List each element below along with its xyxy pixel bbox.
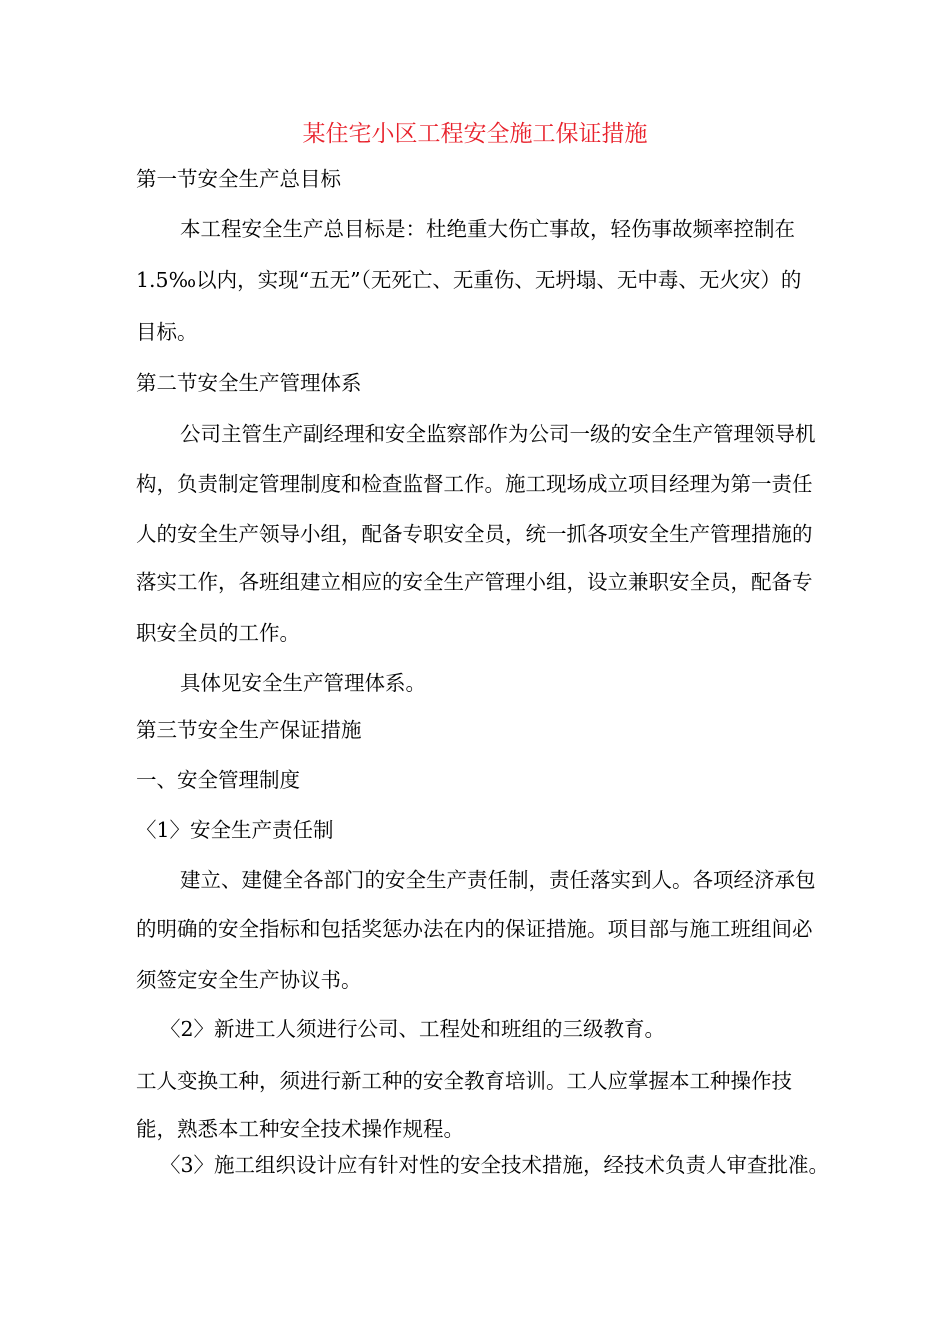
paragraph-line: 须签定安全生产协议书。	[136, 968, 362, 992]
item-heading-2: 〈2〉新进工人须进行公司、工程处和班组的三级教育。	[160, 1017, 666, 1041]
section-heading-1: 第一节安全生产总目标	[136, 167, 341, 191]
paragraph-line: 落实工作，各班组建立相应的安全生产管理小组，设立兼职安全员，配备专	[136, 570, 813, 594]
paragraph-line: 公司主管生产副经理和安全监察部作为公司一级的安全生产管理领导机	[180, 422, 816, 446]
paragraph-line: 工人变换工种，须进行新工种的安全教育培训。工人应掌握本工种操作技	[136, 1069, 792, 1093]
paragraph-line: 本工程安全生产总目标是：杜绝重大伤亡事故，轻伤事故频率控制在	[180, 217, 795, 241]
paragraph-line: 的明确的安全指标和包括奖惩办法在内的保证措施。项目部与施工班组间必	[136, 917, 813, 941]
paragraph-line: 能，熟悉本工种安全技术操作规程。	[136, 1117, 464, 1141]
section-heading-2: 第二节安全生产管理体系	[136, 371, 362, 395]
paragraph-line: 1.5‰以内，实现“五无”（无死亡、无重伤、无坍塌、无中毒、无火灾）的	[136, 268, 802, 292]
subsection-heading: 一、安全管理制度	[136, 768, 300, 792]
paragraph-line: 具体见安全生产管理体系。	[180, 671, 426, 695]
item-heading-3: 〈3〉施工组织设计应有针对性的安全技术措施，经技术负责人审查批准。	[160, 1153, 830, 1177]
paragraph-line: 构，负责制定管理制度和检查监督工作。施工现场成立项目经理为第一责任	[136, 472, 813, 496]
section-heading-3: 第三节安全生产保证措施	[136, 718, 362, 742]
item-heading-1: 〈1〉安全生产责任制	[136, 818, 334, 842]
paragraph-line: 建立、建健全各部门的安全生产责任制，责任落实到人。各项经济承包	[180, 868, 816, 892]
paragraph-line: 人的安全生产领导小组，配备专职安全员，统一抓各项安全生产管理措施的	[136, 522, 813, 546]
paragraph-line: 职安全员的工作。	[136, 621, 300, 645]
paragraph-line: 目标。	[136, 320, 198, 344]
document-title: 某住宅小区工程安全施工保证措施	[302, 121, 648, 147]
